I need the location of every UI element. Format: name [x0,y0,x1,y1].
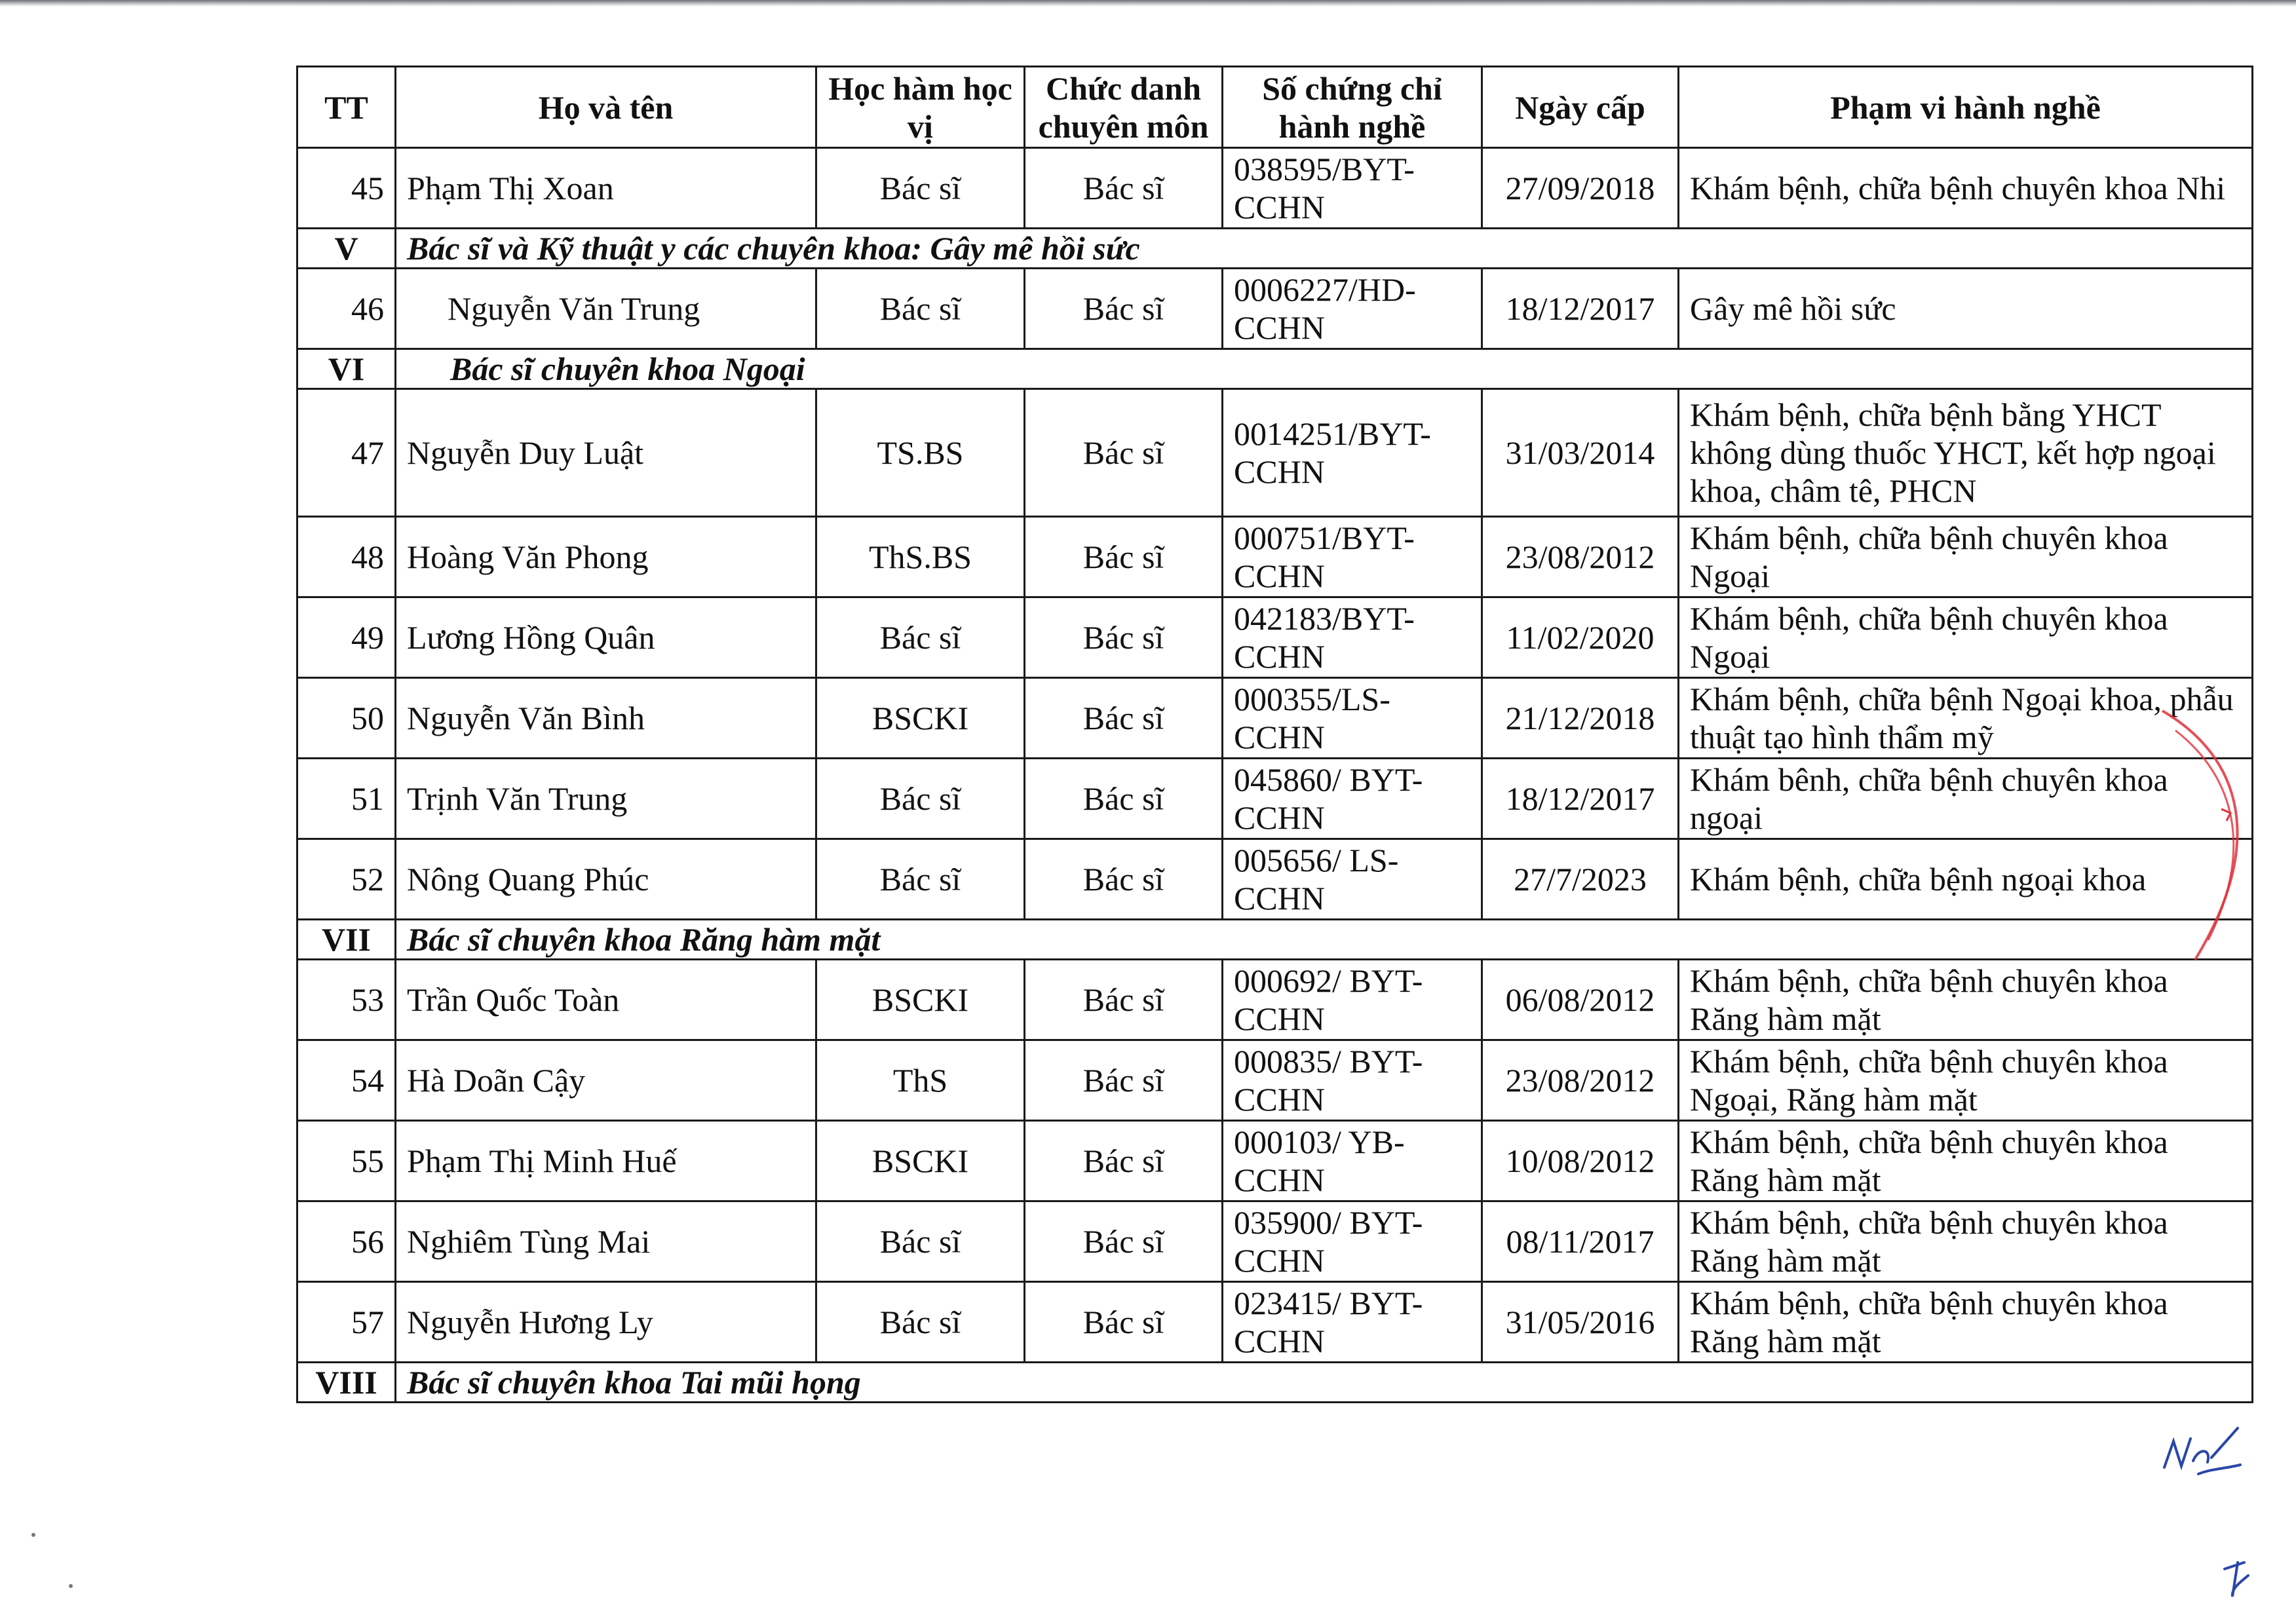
row-degree: TS.BS [816,389,1025,517]
row-title: Bác sĩ [1025,389,1223,517]
row-scope: Khám bệnh, chữa bệnh chuyên khoa Nhi [1679,148,2253,229]
row-tt: 51 [297,759,396,839]
row-scope: Khám bệnh, chữa bệnh chuyên khoa Răng hàm mặt [1679,1201,2253,1282]
row-name: Lương Hồng Quân [396,597,816,678]
row-date: 27/7/2023 [1482,839,1679,920]
row-tt: 48 [297,517,396,597]
row-date: 18/12/2017 [1482,269,1679,349]
section-number: VIII [297,1363,396,1403]
row-name: Hoàng Văn Phong [396,517,816,597]
row-tt: 57 [297,1282,396,1363]
row-date: 21/12/2018 [1482,678,1679,759]
section-row [297,1363,2253,1403]
scan-speck [31,1533,35,1537]
header-degree: Học hàm học vị [816,67,1025,148]
row-name: Nguyễn Văn Bình [396,678,816,759]
section-title: Bác sĩ và Kỹ thuật y các chuyên khoa: Gây mê hồi sức [396,229,2253,269]
table-row [297,597,2253,678]
row-cert: 0014251/BYT-CCHN [1223,389,1482,517]
row-degree: BSCKI [816,1121,1025,1201]
row-date: 27/09/2018 [1482,148,1679,229]
row-cert: 045860/ BYT-CCHN [1223,759,1482,839]
row-degree: Bác sĩ [816,1282,1025,1363]
row-name: Phạm Thị Xoan [396,148,816,229]
staff-table [296,66,2253,1403]
row-title: Bác sĩ [1025,597,1223,678]
row-degree: BSCKI [816,960,1025,1040]
table-row [297,148,2253,229]
row-date: 18/12/2017 [1482,759,1679,839]
row-title: Bác sĩ [1025,1040,1223,1121]
section-row [297,920,2253,960]
row-scope: Khám bệnh, chữa bệnh chuyên khoa Ngoại [1679,517,2253,597]
header-scope: Phạm vi hành nghề [1679,67,2253,148]
table-row [297,960,2253,1040]
row-date: 06/08/2012 [1482,960,1679,1040]
table-row [297,678,2253,759]
table-row [297,1282,2253,1363]
scan-top-edge [0,0,2296,7]
row-title: Bác sĩ [1025,759,1223,839]
row-date: 31/03/2014 [1482,389,1679,517]
table-row [297,759,2253,839]
row-tt: 47 [297,389,396,517]
row-title: Bác sĩ [1025,1201,1223,1282]
row-cert: 038595/BYT-CCHN [1223,148,1482,229]
header-title: Chức danh chuyên môn [1025,67,1223,148]
row-cert: 035900/ BYT-CCHN [1223,1201,1482,1282]
row-date: 23/08/2012 [1482,1040,1679,1121]
row-cert: 000355/LS-CCHN [1223,678,1482,759]
row-degree: Bác sĩ [816,839,1025,920]
row-cert: 000751/BYT-CCHN [1223,517,1482,597]
signature-initials [2159,1422,2244,1481]
section-number: VII [297,920,396,960]
row-date: 11/02/2020 [1482,597,1679,678]
row-scope: Khám bệnh, chữa bệnh chuyên khoa Ngoại [1679,597,2253,678]
section-title: Bác sĩ chuyên khoa Ngoại [396,349,2253,389]
row-name: Nguyễn Văn Trung [396,269,816,349]
row-date: 31/05/2016 [1482,1282,1679,1363]
row-scope: Khám bệnh, chữa bệnh chuyên khoa Răng hàm mặt [1679,960,2253,1040]
row-name: Nông Quang Phúc [396,839,816,920]
row-tt: 52 [297,839,396,920]
row-degree: Bác sĩ [816,148,1025,229]
row-tt: 55 [297,1121,396,1201]
section-number: VI [297,349,396,389]
row-tt: 53 [297,960,396,1040]
row-degree: Bác sĩ [816,759,1025,839]
row-date: 08/11/2017 [1482,1201,1679,1282]
row-name: Nguyễn Duy Luật [396,389,816,517]
row-scope: Khám bệnh, chữa bệnh ngoại khoa [1679,839,2253,920]
table-row [297,389,2253,517]
row-cert: 042183/BYT-CCHN [1223,597,1482,678]
section-row [297,349,2253,389]
row-name: Nghiêm Tùng Mai [396,1201,816,1282]
row-name: Nguyễn Hương Ly [396,1282,816,1363]
row-title: Bác sĩ [1025,148,1223,229]
section-number: V [297,229,396,269]
row-cert: 005656/ LS-CCHN [1223,839,1482,920]
red-stamp-mark [2143,698,2293,973]
row-scope: Khám bệnh, chữa bệnh chuyên khoa Răng hàm mặt [1679,1282,2253,1363]
row-scope: Khám bệnh, chữa bệnh chuyên khoa Răng hàm mặt [1679,1121,2253,1201]
table-row [297,517,2253,597]
row-name: Phạm Thị Minh Huế [396,1121,816,1201]
row-tt: 50 [297,678,396,759]
section-title: Bác sĩ chuyên khoa Răng hàm mặt [396,920,2253,960]
table-row [297,269,2253,349]
row-title: Bác sĩ [1025,678,1223,759]
row-degree: Bác sĩ [816,1201,1025,1282]
row-scope: Khám bệnh, chữa bệnh bằng YHCT không dùng thuốc YHCT, kết hợp ngoại khoa, châm tê, PHCN [1679,389,2253,517]
row-degree: Bác sĩ [816,597,1025,678]
signature-mark [2218,1556,2257,1602]
table-row [297,1040,2253,1121]
row-cert: 000103/ YB-CCHN [1223,1121,1482,1201]
table-row [297,1121,2253,1201]
row-title: Bác sĩ [1025,269,1223,349]
table-row [297,839,2253,920]
row-tt: 46 [297,269,396,349]
row-tt: 45 [297,148,396,229]
row-tt: 56 [297,1201,396,1282]
row-date: 23/08/2012 [1482,517,1679,597]
row-cert: 023415/ BYT-CCHN [1223,1282,1482,1363]
section-row [297,229,2253,269]
row-scope: Khám bênh, chữa bệnh chuyên khoa ngoại [1679,759,2253,839]
header-tt: TT [297,67,396,148]
row-cert: 000835/ BYT-CCHN [1223,1040,1482,1121]
header-cert: Số chứng chỉ hành nghề [1223,67,1482,148]
row-degree: Bác sĩ [816,269,1025,349]
row-name: Hà Doãn Cậy [396,1040,816,1121]
header-row [297,67,2253,148]
row-date: 10/08/2012 [1482,1121,1679,1201]
row-title: Bác sĩ [1025,1121,1223,1201]
section-title: Bác sĩ chuyên khoa Tai mũi họng [396,1363,2253,1403]
row-title: Bác sĩ [1025,517,1223,597]
row-scope: Gây mê hồi sức [1679,269,2253,349]
row-cert: 000692/ BYT-CCHN [1223,960,1482,1040]
row-degree: ThS [816,1040,1025,1121]
row-scope: Khám bệnh, chữa bệnh chuyên khoa Ngoại, Răng hàm mặt [1679,1040,2253,1121]
header-name: Họ và tên [396,67,816,148]
row-degree: ThS.BS [816,517,1025,597]
row-tt: 54 [297,1040,396,1121]
row-name: Trần Quốc Toàn [396,960,816,1040]
row-cert: 0006227/HD-CCHN [1223,269,1482,349]
row-scope: Khám bệnh, chữa bệnh Ngoại khoa, phẫu thuật tạo hình thẩm mỹ [1679,678,2253,759]
row-tt: 49 [297,597,396,678]
table-row [297,1201,2253,1282]
row-degree: BSCKI [816,678,1025,759]
scan-speck [69,1584,73,1588]
header-date: Ngày cấp [1482,67,1679,148]
row-title: Bác sĩ [1025,1282,1223,1363]
row-name: Trịnh Văn Trung [396,759,816,839]
row-title: Bác sĩ [1025,960,1223,1040]
row-title: Bác sĩ [1025,839,1223,920]
